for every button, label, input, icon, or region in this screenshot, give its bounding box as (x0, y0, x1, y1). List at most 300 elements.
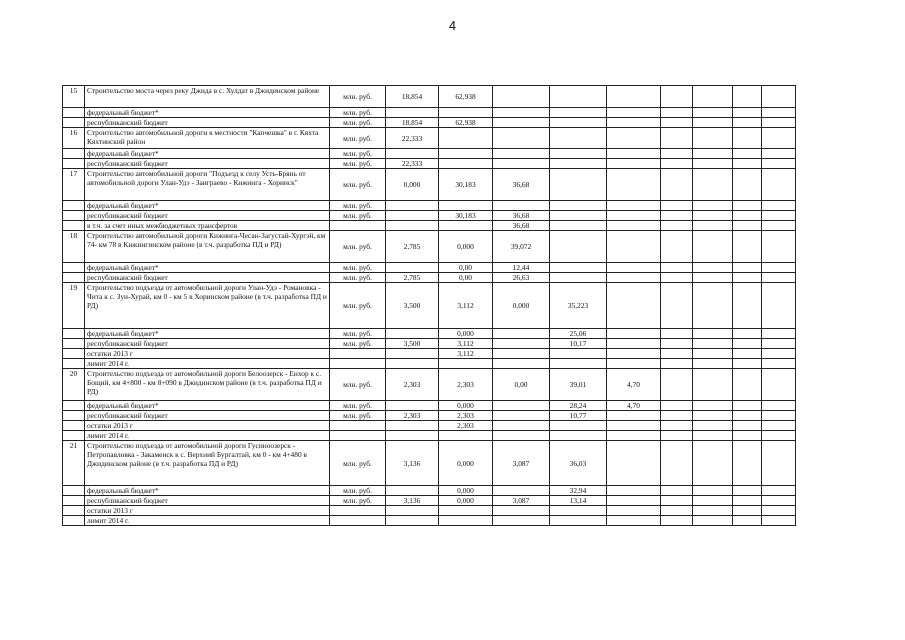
value-cell (607, 411, 661, 421)
value-cell (693, 128, 733, 149)
value-cell: 3,500 (386, 283, 439, 329)
value-cell: 0,000 (439, 231, 493, 263)
unit-cell: млн. руб. (330, 231, 386, 263)
value-cell (733, 283, 762, 329)
value-cell: 0,00 (493, 369, 550, 401)
value-cell (386, 221, 439, 231)
value-cell (607, 273, 661, 283)
unit-cell: млн. руб. (330, 496, 386, 506)
description-cell: Строительство моста через реку Джида в с. Хулдат в Джидинском районе (85, 86, 330, 108)
value-cell (693, 349, 733, 359)
row-number-cell (63, 516, 85, 526)
value-cell (661, 263, 693, 273)
value-cell (733, 401, 762, 411)
value-cell (762, 496, 796, 506)
value-cell (693, 159, 733, 169)
value-cell (550, 516, 607, 526)
budget-subrow (63, 486, 796, 496)
value-cell (550, 359, 607, 369)
value-cell (493, 421, 550, 431)
unit-cell (330, 421, 386, 431)
value-cell (733, 201, 762, 211)
value-cell (550, 221, 607, 231)
value-cell (607, 118, 661, 128)
value-cell (733, 149, 762, 159)
value-cell: 2,785 (386, 273, 439, 283)
value-cell (762, 221, 796, 231)
value-cell (762, 441, 796, 486)
value-cell (733, 169, 762, 201)
value-cell (661, 86, 693, 108)
value-cell (762, 283, 796, 329)
budget-subrow (63, 108, 796, 118)
value-cell (693, 169, 733, 201)
value-cell: 36,68 (493, 221, 550, 231)
value-cell: 22,333 (386, 159, 439, 169)
value-cell (693, 359, 733, 369)
budget-table-body (63, 86, 796, 526)
value-cell: 4,70 (607, 401, 661, 411)
value-cell (661, 421, 693, 431)
value-cell: 28,24 (550, 401, 607, 411)
value-cell (733, 86, 762, 108)
value-cell (762, 349, 796, 359)
value-cell (693, 421, 733, 431)
value-cell (733, 486, 762, 496)
row-number-cell: 19 (63, 283, 85, 329)
value-cell: 13,14 (550, 496, 607, 506)
value-cell (661, 201, 693, 211)
value-cell (550, 263, 607, 273)
value-cell (493, 201, 550, 211)
row-number-cell (63, 506, 85, 516)
value-cell: 62,938 (439, 86, 493, 108)
value-cell (661, 359, 693, 369)
value-cell (762, 329, 796, 339)
value-cell (693, 263, 733, 273)
value-cell (693, 401, 733, 411)
unit-cell: млн. руб. (330, 339, 386, 349)
value-cell (693, 118, 733, 128)
value-cell (762, 159, 796, 169)
unit-cell: млн. руб. (330, 273, 386, 283)
value-cell (661, 149, 693, 159)
value-cell: 30,183 (439, 169, 493, 201)
value-cell: 3,136 (386, 441, 439, 486)
value-cell (661, 516, 693, 526)
value-cell (607, 359, 661, 369)
budget-subrow (63, 118, 796, 128)
value-cell (550, 118, 607, 128)
value-cell (762, 516, 796, 526)
row-number-cell: 20 (63, 369, 85, 401)
value-cell (693, 108, 733, 118)
value-cell (493, 401, 550, 411)
value-cell: 2,303 (439, 411, 493, 421)
value-cell (661, 349, 693, 359)
value-cell (661, 118, 693, 128)
value-cell (493, 349, 550, 359)
value-cell (693, 486, 733, 496)
value-cell: 3,112 (439, 283, 493, 329)
description-cell: в т.ч. за счет иных межбюджетных трансфертов (85, 221, 330, 231)
value-cell (733, 108, 762, 118)
value-cell: 3,500 (386, 339, 439, 349)
value-cell (386, 516, 439, 526)
value-cell (550, 273, 607, 283)
unit-cell (330, 359, 386, 369)
value-cell (661, 231, 693, 263)
value-cell (439, 201, 493, 211)
budget-subrow (63, 149, 796, 159)
value-cell (661, 441, 693, 486)
value-cell (733, 221, 762, 231)
description-cell: федеральный бюджет* (85, 329, 330, 339)
value-cell (386, 401, 439, 411)
value-cell (733, 359, 762, 369)
value-cell: 3,136 (386, 496, 439, 506)
value-cell (607, 329, 661, 339)
value-cell: 0,000 (439, 441, 493, 486)
project-row (63, 231, 796, 263)
value-cell (386, 108, 439, 118)
description-cell: остатки 2013 г (85, 349, 330, 359)
value-cell (550, 211, 607, 221)
value-cell (661, 486, 693, 496)
row-number-cell (63, 329, 85, 339)
value-cell (693, 441, 733, 486)
value-cell (762, 263, 796, 273)
value-cell (733, 211, 762, 221)
value-cell (762, 401, 796, 411)
value-cell: 0,000 (439, 401, 493, 411)
value-cell (607, 496, 661, 506)
budget-subrow (63, 339, 796, 349)
project-row (63, 369, 796, 401)
value-cell (493, 329, 550, 339)
value-cell (661, 401, 693, 411)
row-number-cell: 16 (63, 128, 85, 149)
unit-cell: млн. руб. (330, 411, 386, 421)
description-cell: Строительство автомобильной дороги Кижинга-Чесан-Загустай-Хургэй, км 74- км 78 в Кижингинском районе (в т.ч. разработка ПД и РД) (85, 231, 330, 263)
value-cell (661, 496, 693, 506)
description-cell: Строительство автомобильной дороги к местности "Капчешка" в г. Кяхта Кяхтинский район (85, 128, 330, 149)
value-cell (607, 149, 661, 159)
value-cell (661, 369, 693, 401)
value-cell (439, 159, 493, 169)
unit-cell (330, 349, 386, 359)
value-cell (693, 149, 733, 159)
value-cell (762, 149, 796, 159)
value-cell (550, 149, 607, 159)
value-cell (493, 411, 550, 421)
description-cell: республиканский бюджет (85, 118, 330, 128)
value-cell (493, 108, 550, 118)
budget-subrow (63, 516, 796, 526)
value-cell (762, 169, 796, 201)
value-cell (733, 506, 762, 516)
value-cell (550, 201, 607, 211)
value-cell (693, 516, 733, 526)
value-cell (607, 263, 661, 273)
value-cell (693, 86, 733, 108)
value-cell: 18,854 (386, 118, 439, 128)
description-cell: федеральный бюджет* (85, 263, 330, 273)
description-cell: лимит 2014 г. (85, 516, 330, 526)
value-cell: 2,785 (386, 231, 439, 263)
value-cell (762, 118, 796, 128)
description-cell: республиканский бюджет (85, 211, 330, 221)
description-cell: федеральный бюджет* (85, 108, 330, 118)
value-cell: 0,00 (439, 263, 493, 273)
value-cell (439, 149, 493, 159)
description-cell: Строительство подъезда от автомобильной дороги Улан-Удэ - Романовка - Чита к с. Зун-Хурай, км 0 - км 5 в Хоринском районе (в т.ч. разработка ПД и РД) (85, 283, 330, 329)
value-cell (493, 486, 550, 496)
value-cell: 25,06 (550, 329, 607, 339)
project-row (63, 86, 796, 108)
value-cell: 2,303 (386, 369, 439, 401)
value-cell: 3,087 (493, 441, 550, 486)
value-cell (733, 421, 762, 431)
description-cell: остатки 2013 г (85, 421, 330, 431)
value-cell (661, 339, 693, 349)
budget-subrow (63, 211, 796, 221)
row-number-cell (63, 221, 85, 231)
value-cell (493, 339, 550, 349)
value-cell (762, 231, 796, 263)
value-cell: 36,03 (550, 441, 607, 486)
unit-cell: млн. руб. (330, 401, 386, 411)
unit-cell: млн. руб. (330, 263, 386, 273)
value-cell (550, 431, 607, 441)
budget-subrow (63, 421, 796, 431)
value-cell: 2,303 (386, 411, 439, 421)
value-cell (693, 221, 733, 231)
budget-subrow (63, 496, 796, 506)
value-cell (550, 506, 607, 516)
description-cell: лимит 2014 г. (85, 431, 330, 441)
value-cell (607, 431, 661, 441)
description-cell: республиканский бюджет (85, 411, 330, 421)
unit-cell: млн. руб. (330, 86, 386, 108)
value-cell: 0,000 (493, 283, 550, 329)
row-number-cell (63, 149, 85, 159)
value-cell (693, 211, 733, 221)
unit-cell: млн. руб. (330, 369, 386, 401)
value-cell (661, 169, 693, 201)
value-cell: 39,072 (493, 231, 550, 263)
value-cell (439, 128, 493, 149)
description-cell: Строительство подъезда от автомобильной дороги Гусиноозерск - Петропавловка - Закаменск к с. Верхний Бургалтай, км 0 - км 4+480 в Джидинском районе (в т.ч. разработка ПД и РД) (85, 441, 330, 486)
row-number-cell (63, 401, 85, 411)
budget-subrow (63, 359, 796, 369)
budget-subrow (63, 201, 796, 211)
value-cell (661, 128, 693, 149)
value-cell: 3,112 (439, 349, 493, 359)
value-cell (493, 149, 550, 159)
value-cell (693, 496, 733, 506)
value-cell (607, 211, 661, 221)
row-number-cell (63, 118, 85, 128)
value-cell: 4,70 (607, 369, 661, 401)
budget-subrow (63, 349, 796, 359)
row-number-cell (63, 411, 85, 421)
description-cell: республиканский бюджет (85, 496, 330, 506)
value-cell (386, 201, 439, 211)
unit-cell (330, 431, 386, 441)
budget-subrow (63, 263, 796, 273)
description-cell: федеральный бюджет* (85, 486, 330, 496)
row-number-cell (63, 273, 85, 283)
value-cell (762, 128, 796, 149)
value-cell (762, 339, 796, 349)
value-cell (762, 431, 796, 441)
value-cell (733, 128, 762, 149)
value-cell (661, 221, 693, 231)
budget-subrow (63, 401, 796, 411)
description-cell: Строительство автомобильной дороги "Подъезд к селу Усть-Брянь от автомобильной дороги Улан-Удэ - Заиграево - Кижинга - Хоринск" (85, 169, 330, 201)
description-cell: республиканский бюджет (85, 339, 330, 349)
budget-subrow (63, 273, 796, 283)
value-cell (762, 421, 796, 431)
value-cell (693, 431, 733, 441)
value-cell (733, 263, 762, 273)
unit-cell: млн. руб. (330, 149, 386, 159)
value-cell: 26,63 (493, 273, 550, 283)
value-cell (386, 486, 439, 496)
unit-cell: млн. руб. (330, 128, 386, 149)
value-cell (733, 159, 762, 169)
value-cell (693, 411, 733, 421)
value-cell (493, 506, 550, 516)
row-number-cell: 18 (63, 231, 85, 263)
value-cell: 22,333 (386, 128, 439, 149)
value-cell: 10,77 (550, 411, 607, 421)
value-cell (733, 273, 762, 283)
value-cell (607, 159, 661, 169)
row-number-cell (63, 486, 85, 496)
value-cell (762, 201, 796, 211)
value-cell: 0,000 (439, 496, 493, 506)
row-number-cell (63, 108, 85, 118)
value-cell (693, 283, 733, 329)
unit-cell: млн. руб. (330, 159, 386, 169)
value-cell (733, 431, 762, 441)
value-cell (733, 516, 762, 526)
description-cell: федеральный бюджет* (85, 401, 330, 411)
description-cell: остатки 2013 г (85, 506, 330, 516)
value-cell (550, 86, 607, 108)
unit-cell: млн. руб. (330, 201, 386, 211)
value-cell (607, 421, 661, 431)
value-cell (661, 506, 693, 516)
value-cell: 3,112 (439, 339, 493, 349)
value-cell (386, 211, 439, 221)
value-cell (550, 128, 607, 149)
value-cell (439, 221, 493, 231)
value-cell (762, 86, 796, 108)
row-number-cell (63, 339, 85, 349)
project-row (63, 283, 796, 329)
value-cell (607, 169, 661, 201)
value-cell (762, 359, 796, 369)
row-number-cell (63, 496, 85, 506)
value-cell (607, 283, 661, 329)
unit-cell: млн. руб. (330, 486, 386, 496)
value-cell (693, 231, 733, 263)
unit-cell: млн. руб. (330, 441, 386, 486)
description-cell: республиканский бюджет (85, 159, 330, 169)
value-cell (762, 506, 796, 516)
value-cell: 0,00 (439, 273, 493, 283)
value-cell (762, 411, 796, 421)
value-cell (733, 231, 762, 263)
value-cell (607, 108, 661, 118)
value-cell: 18,854 (386, 86, 439, 108)
row-number-cell: 21 (63, 441, 85, 486)
value-cell (693, 369, 733, 401)
value-cell (607, 349, 661, 359)
value-cell (607, 86, 661, 108)
value-cell (493, 159, 550, 169)
unit-cell: млн. руб. (330, 329, 386, 339)
project-row (63, 441, 796, 486)
value-cell (762, 211, 796, 221)
value-cell (661, 108, 693, 118)
value-cell (493, 431, 550, 441)
row-number-cell (63, 431, 85, 441)
value-cell: 35,223 (550, 283, 607, 329)
value-cell (607, 221, 661, 231)
budget-subrow (63, 159, 796, 169)
row-number-cell (63, 421, 85, 431)
value-cell (733, 411, 762, 421)
value-cell (607, 339, 661, 349)
value-cell (493, 86, 550, 108)
row-number-cell (63, 211, 85, 221)
value-cell (386, 421, 439, 431)
value-cell: 0,000 (386, 169, 439, 201)
value-cell (607, 516, 661, 526)
unit-cell: млн. руб. (330, 211, 386, 221)
value-cell (550, 169, 607, 201)
value-cell: 12,44 (493, 263, 550, 273)
description-cell: лимит 2014 г. (85, 359, 330, 369)
value-cell (762, 486, 796, 496)
unit-cell: млн. руб. (330, 118, 386, 128)
budget-subrow (63, 506, 796, 516)
value-cell (550, 159, 607, 169)
value-cell (607, 231, 661, 263)
value-cell (386, 149, 439, 159)
value-cell (386, 431, 439, 441)
value-cell: 39,01 (550, 369, 607, 401)
value-cell (693, 329, 733, 339)
value-cell (493, 118, 550, 128)
value-cell (762, 369, 796, 401)
value-cell (733, 329, 762, 339)
unit-cell: млн. руб. (330, 169, 386, 201)
value-cell (733, 369, 762, 401)
value-cell (607, 441, 661, 486)
row-number-cell (63, 359, 85, 369)
value-cell (733, 349, 762, 359)
value-cell (693, 273, 733, 283)
value-cell (661, 283, 693, 329)
unit-cell (330, 221, 386, 231)
project-row (63, 128, 796, 149)
value-cell (550, 349, 607, 359)
